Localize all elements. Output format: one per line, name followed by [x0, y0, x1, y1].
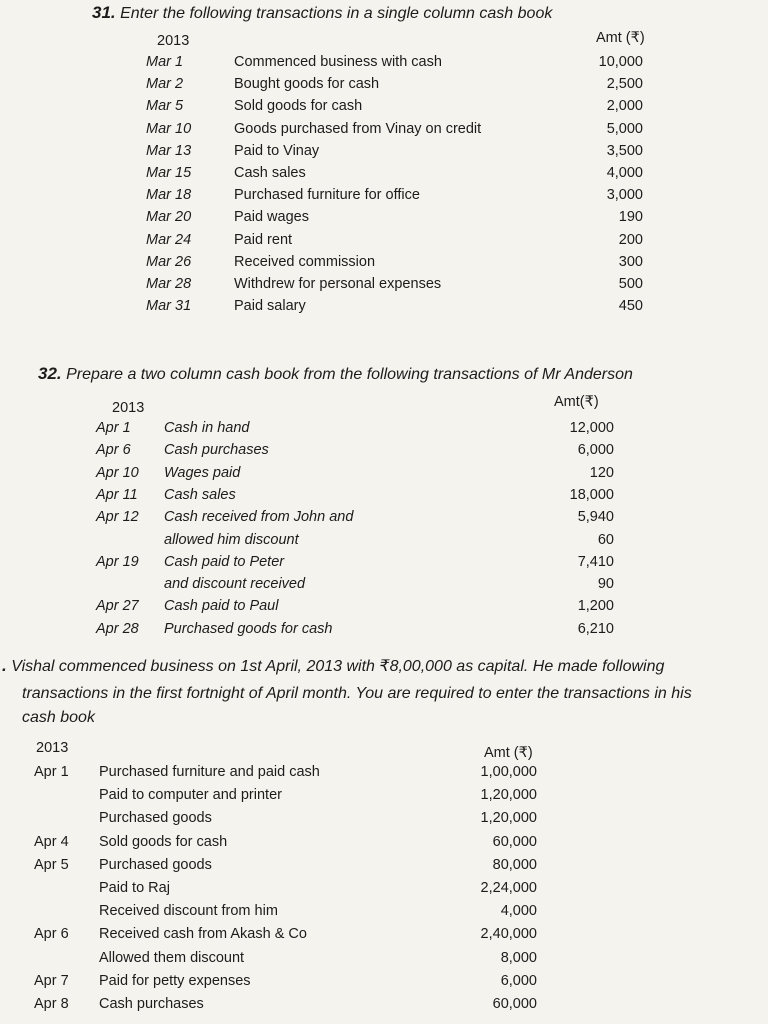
- table-row: [0, 487, 768, 509]
- row-amount: 1,20,000: [480, 810, 537, 827]
- table-row: [0, 880, 768, 902]
- table-row: [0, 554, 768, 576]
- row-date: Apr 1: [34, 764, 69, 780]
- table-row: [0, 950, 768, 972]
- table-row: [0, 298, 768, 320]
- row-amount: 4,000: [606, 165, 643, 181]
- q31-year: 2013: [157, 33, 190, 49]
- row-amount: 200: [618, 231, 643, 248]
- row-date: Mar 18: [146, 187, 192, 204]
- row-description: Paid rent: [234, 231, 293, 248]
- table-row: [0, 834, 768, 856]
- table-row: [0, 187, 768, 209]
- table-row: [0, 232, 768, 254]
- table-row: [0, 442, 768, 464]
- row-amount: 60,000: [492, 996, 537, 1012]
- table-row: [0, 121, 768, 143]
- q33-year: 2013: [36, 740, 69, 756]
- row-description: Withdrew for personal expenses: [234, 276, 442, 292]
- table-row: [0, 532, 768, 554]
- row-description: Purchased goods: [99, 810, 212, 827]
- row-amount: 2,500: [606, 76, 643, 93]
- row-amount: 450: [618, 298, 643, 315]
- row-date: Mar 24: [146, 231, 192, 248]
- row-description: Paid salary: [234, 298, 306, 315]
- q31-amount-header: Amt (₹): [596, 30, 645, 46]
- row-description: Purchased furniture and paid cash: [99, 764, 320, 780]
- row-date: Mar 1: [146, 54, 184, 70]
- row-date: Apr 28: [96, 620, 139, 637]
- row-description: Paid to computer and printer: [99, 787, 282, 804]
- row-description: Cash paid to Peter: [164, 553, 285, 570]
- row-description: Purchased goods for cash: [164, 620, 333, 637]
- row-amount: 5,940: [577, 509, 614, 526]
- row-description: Cash in hand: [164, 420, 250, 436]
- table-row: [0, 76, 768, 98]
- row-date: Apr 27: [96, 598, 139, 615]
- row-description: Paid wages: [234, 209, 309, 226]
- table-row: [0, 165, 768, 187]
- row-date: Apr 8: [34, 996, 69, 1012]
- table-row: [0, 973, 768, 995]
- table-row: [0, 509, 768, 531]
- q33-line2: transactions in the first fortnight of April month. You are required to enter the transactions in his: [22, 685, 692, 702]
- q31-heading: [92, 3, 552, 23]
- table-row: [0, 465, 768, 487]
- table-row: [0, 996, 768, 1018]
- q32-title: Prepare a two column cash book from the following transactions of Mr Anderson: [66, 366, 633, 383]
- row-amount: 60,000: [492, 833, 537, 850]
- row-date: Mar 26: [146, 253, 192, 270]
- q33-line1-text: Vishal commenced business on 1st April, 2013 with ₹8,00,000 as capital. He made following: [11, 658, 665, 675]
- row-description: Cash sales: [164, 486, 236, 503]
- table-row: [0, 903, 768, 925]
- row-amount: 10,000: [598, 54, 643, 70]
- row-amount: 300: [618, 253, 643, 270]
- row-date: Apr 6: [96, 442, 131, 459]
- row-amount: 18,000: [569, 486, 614, 503]
- row-amount: 80,000: [492, 856, 537, 873]
- row-date: Apr 4: [34, 833, 69, 850]
- row-amount: 8,000: [500, 949, 537, 966]
- row-amount: 90: [597, 576, 614, 593]
- row-date: Apr 12: [96, 509, 139, 526]
- q32-heading: [38, 364, 633, 384]
- row-description: Received cash from Akash & Co: [99, 926, 307, 943]
- table-row: [0, 143, 768, 165]
- row-description: Cash purchases: [164, 442, 269, 459]
- row-amount: 1,00,000: [480, 764, 537, 780]
- row-amount: 7,410: [577, 553, 614, 570]
- row-date: Apr 5: [34, 856, 69, 873]
- row-amount: 1,20,000: [480, 787, 537, 804]
- row-amount: 2,24,000: [480, 880, 537, 896]
- q31-number: 31.: [92, 3, 116, 22]
- row-date: Mar 28: [146, 276, 192, 292]
- row-amount: 2,40,000: [480, 926, 537, 943]
- row-description: Commenced business with cash: [234, 54, 442, 70]
- row-description: Bought goods for cash: [234, 76, 380, 93]
- row-amount: 1,200: [577, 598, 614, 615]
- row-date: Mar 15: [146, 165, 192, 181]
- row-amount: 2,000: [606, 98, 643, 115]
- row-date: Apr 19: [96, 553, 139, 570]
- table-row: [0, 857, 768, 879]
- q33-line3: cash book: [22, 709, 95, 726]
- row-amount: 6,000: [500, 972, 537, 989]
- table-row: [0, 810, 768, 832]
- table-row: [0, 276, 768, 298]
- table-row: [0, 598, 768, 620]
- row-amount: 500: [618, 276, 643, 292]
- table-row: [0, 926, 768, 948]
- q32-amount-header: Amt(₹): [554, 394, 599, 410]
- row-description: Sold goods for cash: [99, 833, 228, 850]
- row-description: Cash sales: [234, 165, 306, 181]
- q31-title: Enter the following transactions in a single column cash book: [120, 5, 553, 22]
- row-description: Sold goods for cash: [234, 98, 363, 115]
- row-date: Mar 13: [146, 142, 192, 159]
- row-date: Mar 31: [146, 298, 192, 315]
- row-description: Cash received from John and: [164, 509, 354, 526]
- row-date: Mar 20: [146, 209, 192, 226]
- row-date: Apr 6: [34, 926, 69, 943]
- row-date: Apr 1: [96, 420, 131, 436]
- q33-number: .: [2, 656, 7, 675]
- row-description: allowed him discount: [164, 531, 299, 548]
- row-description: Allowed them discount: [99, 949, 245, 966]
- row-amount: 4,000: [500, 903, 537, 920]
- row-date: Apr 10: [96, 464, 139, 481]
- row-description: Received commission: [234, 253, 376, 270]
- row-amount: 3,000: [606, 187, 643, 204]
- row-date: Mar 10: [146, 120, 192, 137]
- row-date: Apr 11: [96, 486, 138, 503]
- q33-line1: [2, 656, 664, 676]
- row-description: Paid to Raj: [99, 880, 170, 896]
- row-description: Paid to Vinay: [234, 142, 320, 159]
- row-date: Mar 2: [146, 76, 184, 93]
- row-date: Mar 5: [146, 98, 184, 115]
- q32-year: 2013: [112, 400, 145, 416]
- table-row: [0, 621, 768, 643]
- table-row: [0, 254, 768, 276]
- row-description: Paid for petty expenses: [99, 972, 251, 989]
- table-row: [0, 764, 768, 786]
- row-description: Purchased goods: [99, 856, 212, 873]
- table-row: [0, 54, 768, 76]
- row-description: Cash paid to Paul: [164, 598, 279, 615]
- row-amount: 6,210: [577, 620, 614, 637]
- row-description: Purchased furniture for office: [234, 187, 420, 204]
- table-row: [0, 98, 768, 120]
- row-amount: 60: [597, 531, 614, 548]
- row-amount: 3,500: [606, 142, 643, 159]
- row-description: Received discount from him: [99, 903, 278, 920]
- table-row: [0, 576, 768, 598]
- row-amount: 6,000: [577, 442, 614, 459]
- row-amount: 120: [589, 464, 614, 481]
- row-amount: 5,000: [606, 120, 643, 137]
- row-amount: 12,000: [569, 420, 614, 436]
- row-amount: 190: [618, 209, 643, 226]
- table-row: [0, 420, 768, 442]
- table-row: [0, 787, 768, 809]
- table-row: [0, 209, 768, 231]
- q33-amount-header: Amt (₹): [484, 745, 533, 761]
- row-description: Cash purchases: [99, 996, 204, 1012]
- row-description: and discount received: [164, 576, 306, 593]
- row-description: Wages paid: [164, 464, 241, 481]
- q32-number: 32.: [38, 364, 62, 383]
- row-date: Apr 7: [34, 972, 69, 989]
- row-description: Goods purchased from Vinay on credit: [234, 120, 482, 137]
